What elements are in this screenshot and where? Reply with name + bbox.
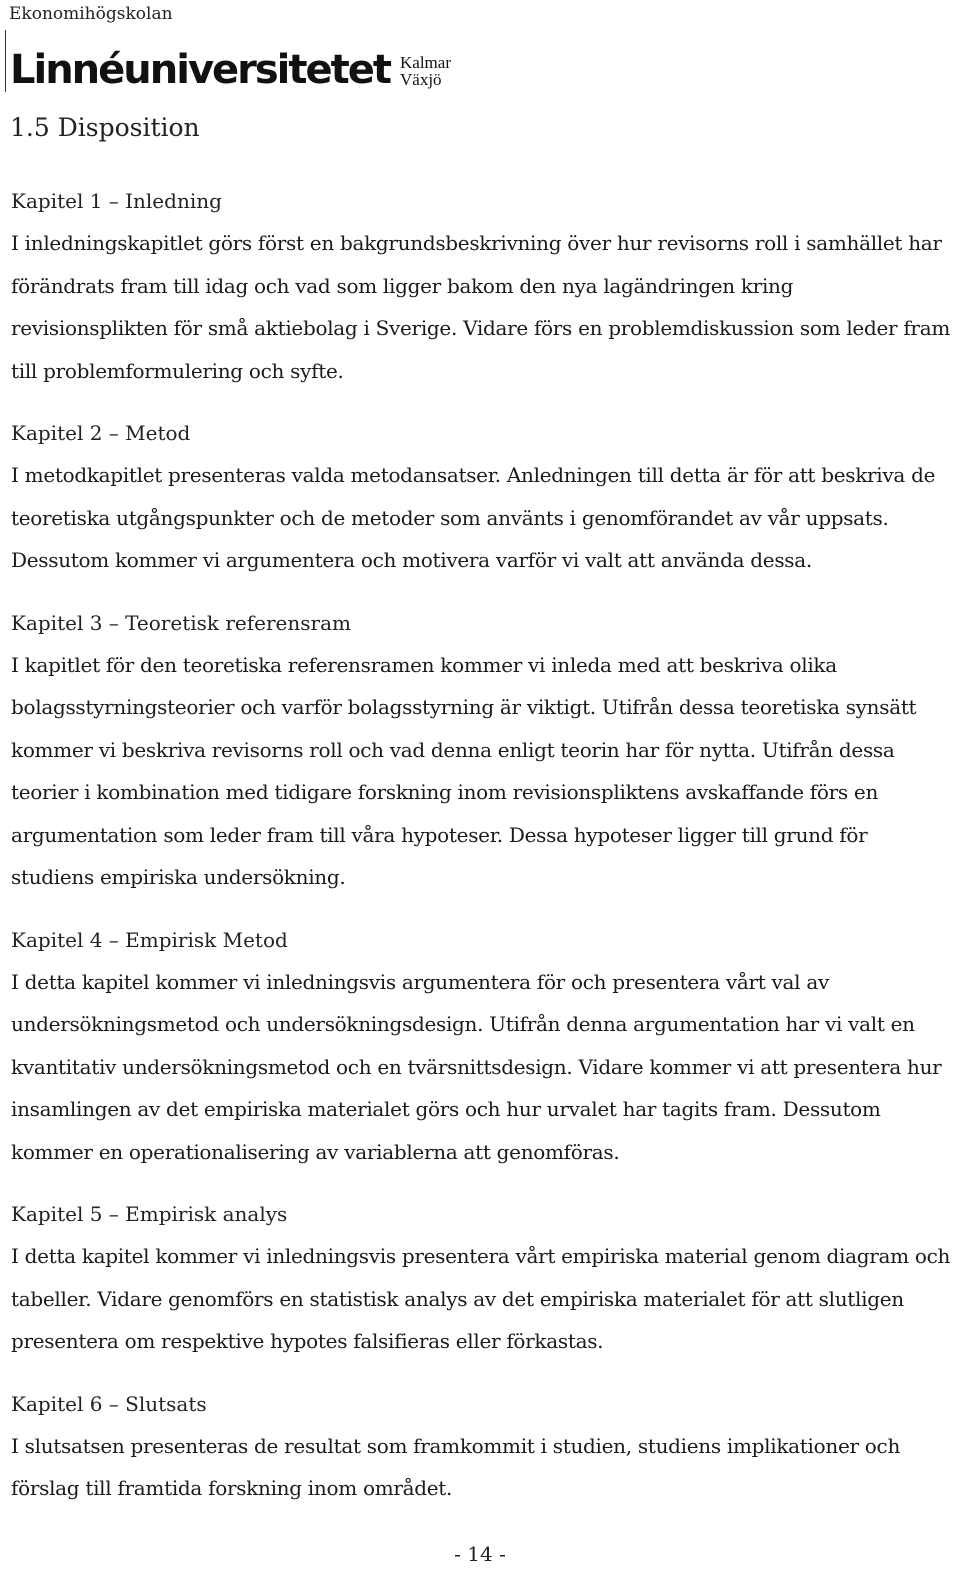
chapter-3 xyxy=(11,602,951,899)
logo-wordmark: Linnéuniversitetet xyxy=(10,47,391,93)
chapter-6 xyxy=(11,1383,951,1510)
chapter-1 xyxy=(11,180,951,392)
chapter-4 xyxy=(11,919,951,1174)
chapter-2 xyxy=(11,412,951,582)
chapter-title: Kapitel 1 – Inledning xyxy=(11,189,222,213)
chapter-title: Kapitel 5 – Empirisk analys xyxy=(11,1202,288,1226)
chapter-body: I kapitlet för den teoretiska referensramen kommer vi inleda med att beskriva olika bolagsstyrningsteorier och varför bolagsstyrning är viktigt. Utifrån dessa teoretiska synsätt kommer vi beskriva revisorns roll och vad denna enligt teorin har för nytta. Utifrån dessa teorier i kombination med tidigare forskning inom revisionspliktens avskaffande förs en argumentation som leder fram till våra hypoteser. Dessa hypoteser ligger till grund för studiens empiriska undersökning. xyxy=(11,652,917,889)
section-heading: 1.5 Disposition xyxy=(10,113,200,142)
chapter-title: Kapitel 2 – Metod xyxy=(11,421,191,445)
chapter-list xyxy=(11,180,951,1530)
chapter-title: Kapitel 4 – Empirisk Metod xyxy=(11,927,288,952)
chapter-title: Kapitel 6 – Slutsats xyxy=(11,1391,207,1416)
chapter-body: I detta kapitel kommer vi inledningsvis presentera vårt empiriska material genom diagram och tabeller. Vidare genomförs en statistisk analys av det empiriska materialet för att slutligen presentera om respektive hypotes falsifieras eller förkastas. xyxy=(11,1244,951,1353)
department-name: Ekonomihögskolan xyxy=(9,4,173,24)
chapter-body: I inledningskapitlet görs först en bakgrundsbeskrivning över hur revisorns roll i samhället har förändrats fram till idag och vad som ligger bakom den nya lagändringen kring revisionsplikten för små aktiebolag i Sverige. Vidare förs en problemdiskussion som leder fram till problemformulering och syfte. xyxy=(11,231,950,383)
university-logo xyxy=(10,48,451,92)
page-number: - 14 - xyxy=(454,1542,506,1566)
logo-cities xyxy=(400,54,451,88)
chapter-body: I slutsatsen presenteras de resultat som framkommit i studien, studiens implikationer och förslag till framtida forskning inom området. xyxy=(11,1433,901,1500)
logo-city-vaxjo: Växjö xyxy=(400,70,442,89)
chapter-title: Kapitel 3 – Teoretisk referensram xyxy=(11,610,351,635)
header-divider xyxy=(5,30,6,92)
chapter-body: I detta kapitel kommer vi inledningsvis argumentera för och presentera vårt val av undersökningsmetod och undersökningsdesign. Utifrån denna argumentation har vi valt en kvantitativ undersökningsmetod och en tvärsnittsdesign. Vidare kommer vi att presentera hur insamlingen av det empiriska materialet görs och hur urvalet har tagits fram. Dessutom kommer en operationalisering av variablerna att genomföras. xyxy=(11,969,942,1164)
chapter-body: I metodkapitlet presenteras valda metodansatser. Anledningen till detta är för att beskriva de teoretiska utgångspunkter och de metoder som använts i genomförandet av vår uppsats. Dessutom kommer vi argumentera och motivera varför vi valt att använda dessa. xyxy=(11,463,936,572)
chapter-5 xyxy=(11,1193,951,1363)
logo-city-kalmar: Kalmar xyxy=(400,53,451,72)
